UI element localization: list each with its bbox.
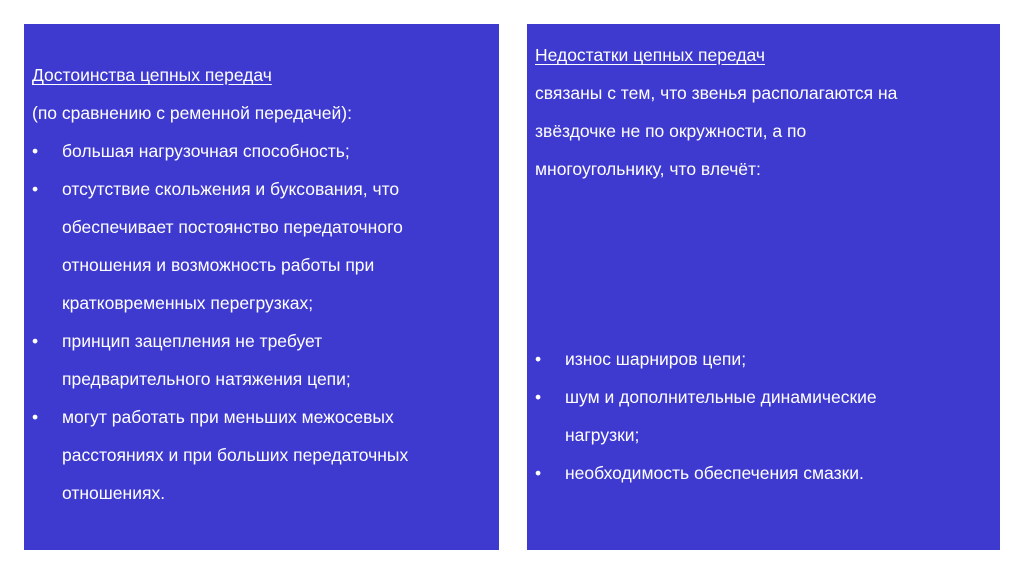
advantage-item-line: отсутствие скольжения и буксования, что xyxy=(62,179,400,199)
advantage-item-line: большая нагрузочная способность; xyxy=(62,141,350,161)
advantage-item xyxy=(32,132,469,170)
disadvantage-item-line: нагрузки; xyxy=(565,425,640,445)
disadvantages-heading: Недостатки цепных передач xyxy=(535,45,766,65)
empty-area xyxy=(535,188,980,340)
advantage-item-line: отношения и возможность работы при xyxy=(62,255,375,275)
advantages-subheading: (по сравнению с ременной передачей): xyxy=(32,103,352,123)
bullet: • xyxy=(32,141,39,161)
disadvantage-item-line: необходимость обеспечения смазки. xyxy=(565,463,864,483)
advantage-item-line: обеспечивает постоянство передаточного xyxy=(62,217,403,237)
bullet: • xyxy=(32,331,39,351)
advantage-item-line: отношениях. xyxy=(62,483,166,503)
disadvantages-intro-line: многоугольнику, что влечёт: xyxy=(535,159,761,179)
disadvantage-item xyxy=(535,340,980,378)
advantages-panel xyxy=(24,24,499,550)
disadvantage-item xyxy=(535,454,980,492)
disadvantage-item xyxy=(535,378,980,454)
bullet: • xyxy=(32,407,39,427)
bullet: • xyxy=(535,349,542,369)
disadvantage-item-line: износ шарниров цепи; xyxy=(565,349,747,369)
advantage-item-line: могут работать при меньших межосевых xyxy=(62,407,394,427)
advantage-item xyxy=(32,398,469,512)
advantage-item-line: кратковременных перегрузках; xyxy=(62,293,314,313)
disadvantages-panel xyxy=(527,24,1000,550)
advantage-item xyxy=(32,170,469,322)
advantage-item-line: предварительного натяжения цепи; xyxy=(62,369,351,389)
advantage-item-line: принцип зацепления не требует xyxy=(62,331,323,351)
disadvantages-intro-line: звёздочке не по окружности, а по xyxy=(535,121,807,141)
advantage-item-line: расстояниях и при больших передаточных xyxy=(62,445,409,465)
disadvantage-item-line: шум и дополнительные динамические xyxy=(565,387,877,407)
disadvantages-intro-line: связаны с тем, что звенья располагаются на xyxy=(535,83,898,103)
bullet: • xyxy=(32,179,39,199)
advantages-heading: Достоинства цепных передач xyxy=(32,65,272,85)
advantage-item xyxy=(32,322,469,398)
bullet: • xyxy=(535,387,542,407)
bullet: • xyxy=(535,463,542,483)
